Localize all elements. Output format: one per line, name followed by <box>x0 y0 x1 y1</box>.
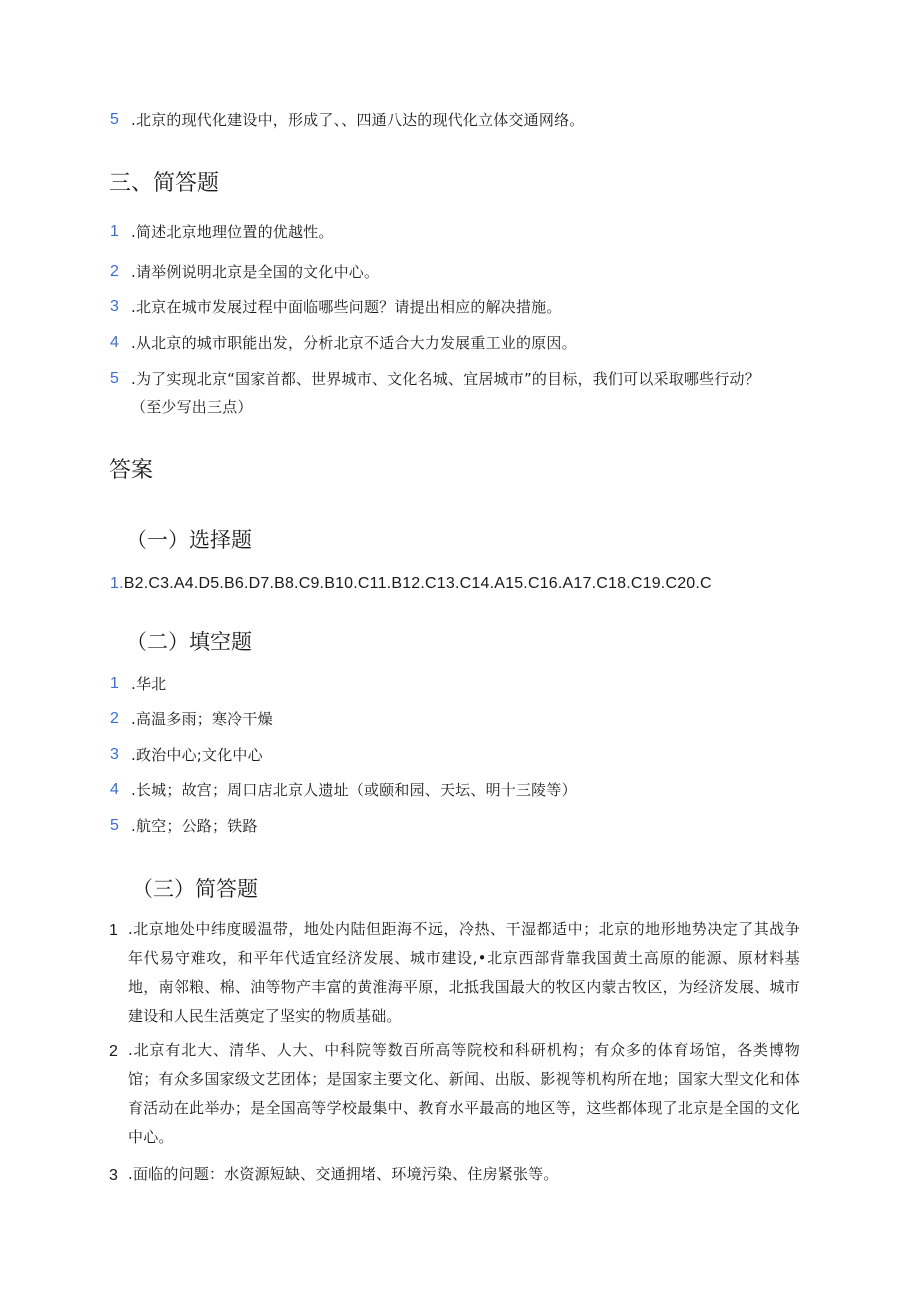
answer-text: .航空；公路；铁路 <box>131 817 258 835</box>
question-number: 5 <box>110 111 119 128</box>
answer-number: 2 <box>109 1043 118 1060</box>
answer-number: 1 <box>110 675 119 692</box>
answer-paragraph: .面临的问题：水资源短缺、交通拥堵、环境污染、住房紧张等。 <box>128 1165 559 1183</box>
question-text: .为了实现北京“国家首都、世界城市、文化名城、宜居城市”的目标，我们可以采取哪些行动？ <box>131 370 760 388</box>
subsection-title-choice: （一）选择题 <box>126 528 252 552</box>
question-text-continuation: （至少写出三点） <box>131 398 253 416</box>
section-title-short-answer: 三、简答题 <box>109 171 220 196</box>
answer-text: .长城；故宫；周口店北京人遗址（或颐和园、天坛、明十三陵等） <box>131 781 577 799</box>
answer-text: .政治中心;文化中心 <box>131 746 263 764</box>
answer-text: .高温多雨；寒冷干燥 <box>131 710 273 728</box>
answers-title: 答案 <box>109 458 154 483</box>
answer-paragraph: .北京地处中纬度暖温带，地处内陆但距海不远，冷热、干湿都适中；北京的地形地势决定了其战争年代易守难攻，和平年代适宜经济发展、城市建设,•北京西部背靠我国黄土高原的能源、原材料基地，南邻粮、棉、油等物产丰富的黄淮海平原，北抵我国最大的牧区内蒙古牧区，为经济发展、城市建设和人民生活奠定了坚实的物质基础。 <box>128 920 800 1025</box>
question-text: .北京在城市发展过程中面临哪些问题？请提出相应的解决措施。 <box>131 298 562 316</box>
answer-number: 3 <box>110 746 119 763</box>
question-text: .从北京的城市职能出发，分析北京不适合大力发展重工业的原因。 <box>131 334 577 352</box>
question-number: 5 <box>110 370 119 387</box>
question-number: 3 <box>110 298 119 315</box>
question-text: .请举例说明北京是全国的文化中心。 <box>131 263 380 281</box>
answer-number: 4 <box>110 781 119 798</box>
answer-text: .华北 <box>131 675 167 693</box>
question-text: .北京的现代化建设中，形成了、、四通八达的现代化立体交通网络。 <box>131 111 585 129</box>
answer-paragraph: .北京有北大、清华、人大、中科院等数百所高等院校和科研机构；有众多的体育场馆，各类博物馆；有众多国家级文艺团体；是国家主要文化、新闻、出版、影视等机构所在地；国家大型文化和体育活动在此举办；是全国高等学校最集中、教育水平最高的地区等，这些都体现了北京是全国的文化中心。 <box>128 1041 800 1146</box>
question-text: .简述北京地理位置的优越性。 <box>131 223 334 241</box>
question-number: 4 <box>110 334 119 351</box>
choice-answers-line <box>110 574 712 594</box>
answer-number: 1 <box>109 922 118 939</box>
choice-answer-sequence: B2.C3.A4.D5.B6.D7.B8.C9.B10.C11.B12.C13.C14.A15.C16.A17.C18.C19.C20.C <box>123 575 712 592</box>
question-number: 1 <box>110 223 119 240</box>
answer-number: 5 <box>110 817 119 834</box>
subsection-title-short: （三）简答题 <box>132 877 258 901</box>
subsection-title-fill: （二）填空题 <box>126 630 252 654</box>
question-number: 2 <box>110 263 119 280</box>
answer-number: 3 <box>109 1167 118 1184</box>
choice-answer-first-number: 1. <box>110 575 124 592</box>
answer-number: 2 <box>110 710 119 727</box>
